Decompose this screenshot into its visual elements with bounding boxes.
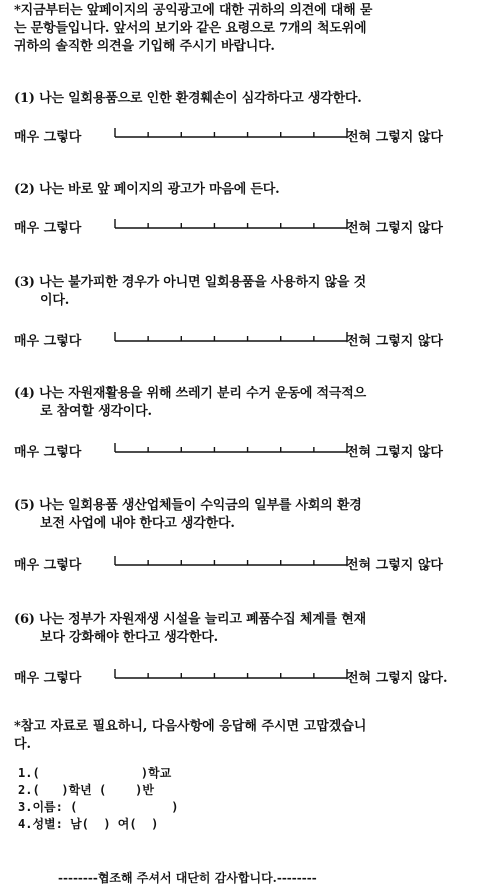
question-line: 보다 강화해야 한다고 생각한다. <box>40 630 218 645</box>
thank-you-footer: --------협조해 주셔서 대단히 감사합니다.-------- <box>58 871 317 885</box>
question-line: (5) 나는 일회용품 생산업체들이 수익금의 일부를 사회의 환경 <box>14 498 362 513</box>
scale-right-label: 전혀 그렇지 않다 <box>346 334 443 349</box>
likert-scale[interactable] <box>14 126 482 144</box>
question-line: (1) 나는 일회용품으로 인한 환경훼손이 심각하다고 생각한다. <box>14 91 362 106</box>
instructions <box>14 2 482 56</box>
instructions-line: 귀하의 솔직한 의견을 기입해 주시기 바랍니다. <box>14 39 275 54</box>
question-line: (2) 나는 바로 앞 페이지의 광고가 마음에 든다. <box>14 182 280 197</box>
scale-left-label: 매우 그렇다 <box>14 558 82 573</box>
likert-scale[interactable] <box>14 217 482 235</box>
name-field[interactable]: 3.이름: ( ) <box>18 800 179 814</box>
scale-right-label: 전혀 그렇지 않다 <box>346 221 443 236</box>
question-text <box>14 90 482 108</box>
scale-line[interactable] <box>114 555 348 567</box>
scale-right-label: 전혀 그렇지 않다. <box>346 671 448 686</box>
scale-left-label: 매우 그렇다 <box>14 671 82 686</box>
note-line: 다. <box>14 737 32 752</box>
scale-line[interactable] <box>114 127 348 139</box>
question-5 <box>14 497 482 573</box>
scale-left-label: 매우 그렇다 <box>14 130 82 145</box>
question-1 <box>14 90 482 145</box>
scale-left-label: 매우 그렇다 <box>14 221 82 236</box>
question-text <box>14 181 482 199</box>
question-line: 이다. <box>40 293 70 308</box>
question-text <box>14 385 482 421</box>
question-line: (6) 나는 정부가 자원재생 시설을 늘리고 폐품수집 체계를 현재 <box>14 612 366 627</box>
likert-scale[interactable] <box>14 554 482 572</box>
grade-class-field[interactable]: 2.( )학년 ( )반 <box>18 783 154 797</box>
question-6 <box>14 611 482 686</box>
scale-line[interactable] <box>114 218 348 230</box>
school-field[interactable]: 1.( )학교 <box>18 766 172 780</box>
scale-line[interactable] <box>114 442 348 454</box>
question-3 <box>14 274 482 349</box>
likert-scale[interactable] <box>14 441 482 459</box>
scale-line[interactable] <box>114 331 348 343</box>
respondent-info <box>18 765 178 833</box>
gender-field[interactable]: 4.성별: 남( ) 여( ) <box>18 817 159 831</box>
scale-right-label: 전혀 그렇지 않다 <box>346 130 443 145</box>
question-text <box>14 611 482 647</box>
scale-left-label: 매우 그렇다 <box>14 445 82 460</box>
question-line: 보전 사업에 내야 한다고 생각한다. <box>40 516 235 531</box>
question-2 <box>14 181 482 236</box>
scale-line[interactable] <box>114 668 348 680</box>
question-text <box>14 274 482 310</box>
likert-scale[interactable] <box>14 330 482 348</box>
instructions-line: 는 문항들입니다. 앞서의 보기와 같은 요령으로 7개의 척도위에 <box>14 21 367 36</box>
question-text <box>14 497 482 533</box>
question-line: (3) 나는 불가피한 경우가 아니면 일회용품을 사용하지 않을 것 <box>14 275 366 290</box>
scale-left-label: 매우 그렇다 <box>14 334 82 349</box>
instructions-line: *지금부터는 앞페이지의 공익광고에 대한 귀하의 의견에 대해 묻 <box>14 3 373 18</box>
reference-note <box>14 718 486 754</box>
question-4 <box>14 385 482 460</box>
scale-right-label: 전혀 그렇지 않다 <box>346 445 443 460</box>
note-line: *참고 자료로 필요하니, 다음사항에 응답해 주시면 고맙겠습니 <box>14 719 367 734</box>
question-line: (4) 나는 자원재활용을 위해 쓰레기 분리 수거 운동에 적극적으 <box>14 386 366 401</box>
question-line: 로 참여할 생각이다. <box>40 404 152 419</box>
likert-scale[interactable] <box>14 667 482 685</box>
scale-right-label: 전혀 그렇지 않다 <box>346 558 443 573</box>
